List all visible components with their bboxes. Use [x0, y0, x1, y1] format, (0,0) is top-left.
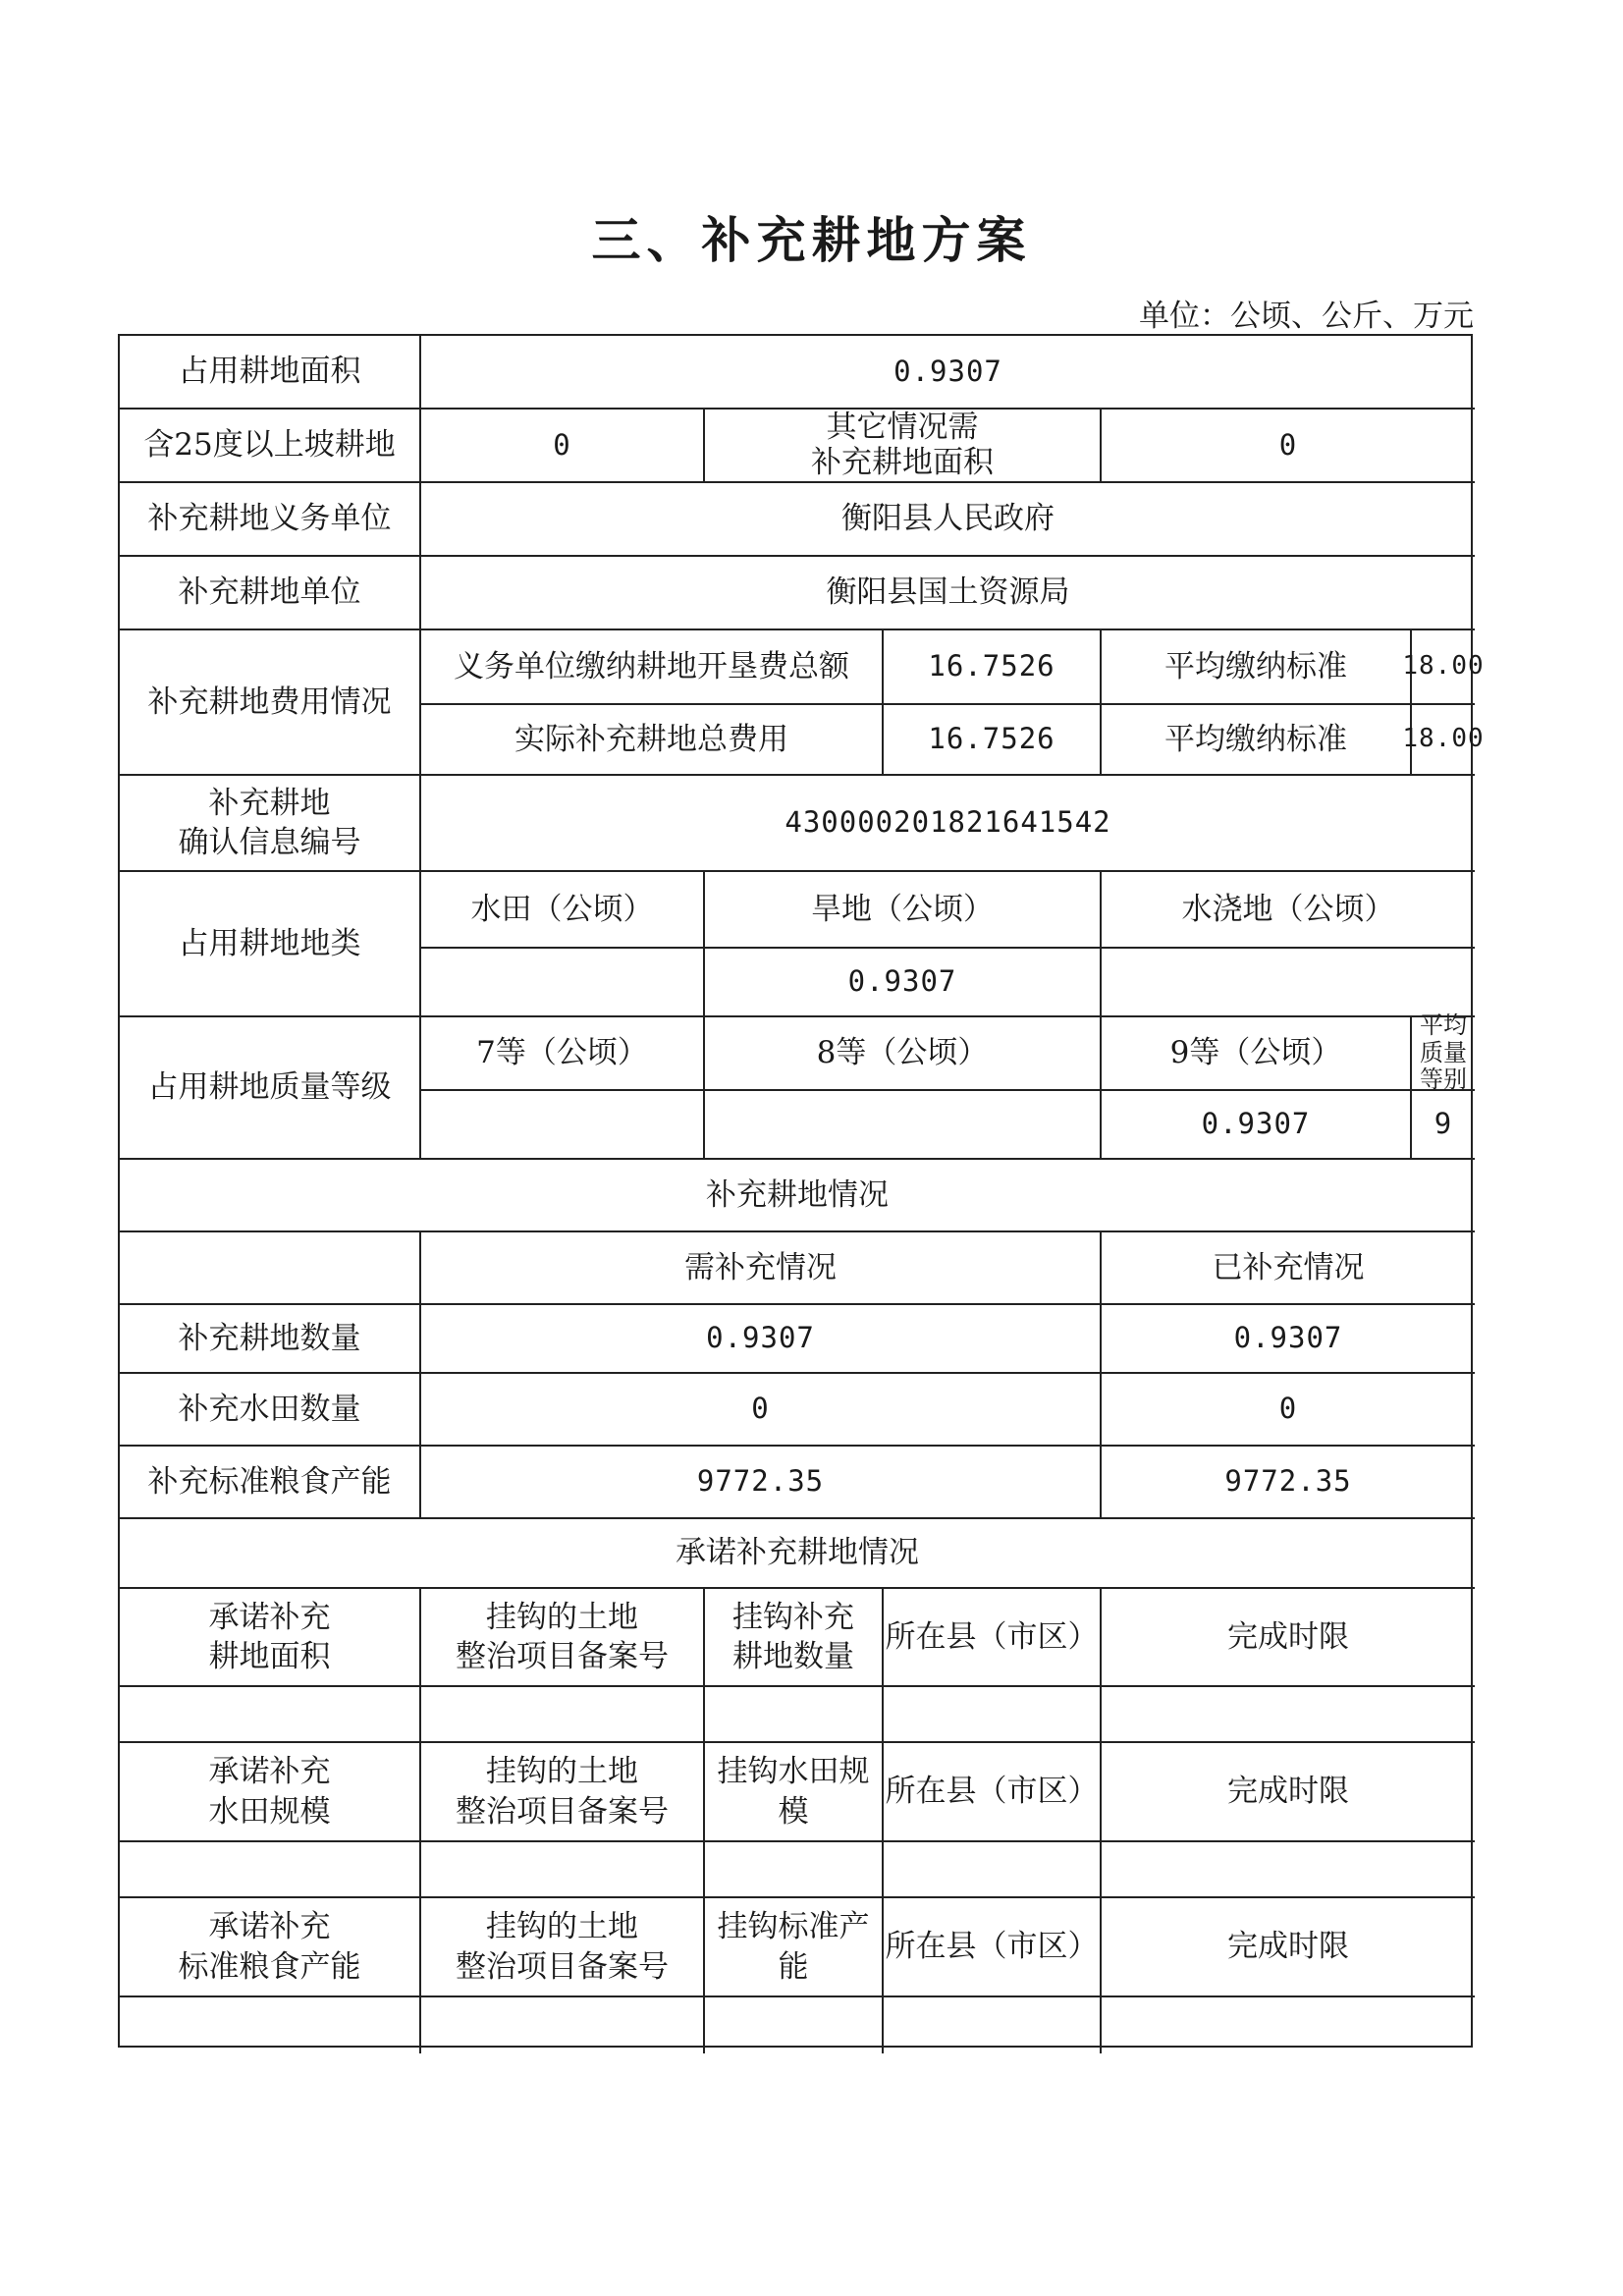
supplement-row-label: 补充水田数量: [120, 1374, 421, 1447]
unit-note: 单位：公顷、公斤、万元: [1139, 299, 1474, 334]
supplement-row-need: 0: [421, 1374, 1102, 1447]
promise-empty-cell: [705, 1997, 884, 2053]
irrigated-header: 水浇地（公顷）: [1102, 872, 1475, 949]
occupied-area-label: 占用耕地面积: [120, 336, 421, 410]
supplement-row-done: 9772.35: [1102, 1447, 1475, 1519]
occupied-area-value: 0.9307: [421, 336, 1475, 410]
confirm-no-label: 补充耕地 确认信息编号: [120, 776, 421, 872]
supplement-row-done: 0: [1102, 1374, 1475, 1447]
promise-section-title: 承诺补充耕地情况: [120, 1519, 1475, 1589]
cost-actual-std-value: 18.00: [1412, 705, 1475, 776]
other-area-value: 0: [1102, 410, 1475, 483]
promise-empty-cell: [120, 1997, 421, 2053]
promise-header-c3: 挂钩标准产能: [705, 1898, 884, 1997]
promise-header-c1: 承诺补充 耕地面积: [120, 1589, 421, 1687]
promise-header-c5: 完成时限: [1102, 1898, 1475, 1997]
cost-paid-std-label: 平均缴纳标准: [1102, 630, 1412, 705]
avg-grade-value: 9: [1412, 1091, 1475, 1160]
promise-header-c4: 所在县（市区）: [884, 1589, 1102, 1687]
slope-value: 0: [421, 410, 705, 483]
promise-header-c2: 挂钩的土地 整治项目备案号: [421, 1743, 705, 1842]
promise-header-c3: 挂钩补充 耕地数量: [705, 1589, 884, 1687]
confirm-no-value: 430000201821641542: [421, 776, 1475, 872]
cost-actual-label: 实际补充耕地总费用: [421, 705, 884, 776]
avg-grade-header: 平均质量 等别: [1412, 1017, 1475, 1091]
promise-header-c2: 挂钩的土地 整治项目备案号: [421, 1589, 705, 1687]
supply-unit-label: 补充耕地单位: [120, 557, 421, 630]
done-header: 已补充情况: [1102, 1232, 1475, 1305]
promise-empty-cell: [884, 1842, 1102, 1898]
supplement-row-label: 补充耕地数量: [120, 1305, 421, 1374]
dry-header: 旱地（公顷）: [705, 872, 1102, 949]
grade8-header: 8等（公顷）: [705, 1017, 1102, 1091]
promise-empty-cell: [1102, 1687, 1475, 1743]
promise-empty-cell: [884, 1687, 1102, 1743]
promise-header-c3: 挂钩水田规模: [705, 1743, 884, 1842]
promise-header-c5: 完成时限: [1102, 1743, 1475, 1842]
promise-empty-cell: [120, 1842, 421, 1898]
slope-label: 含25度以上坡耕地: [120, 410, 421, 483]
promise-empty-cell: [421, 1997, 705, 2053]
promise-empty-cell: [1102, 1997, 1475, 2053]
grade9-value: 0.9307: [1102, 1091, 1412, 1160]
irrigated-value: [1102, 949, 1475, 1017]
grade8-value: [705, 1091, 1102, 1160]
supplement-section-title: 补充耕地情况: [120, 1160, 1475, 1232]
promise-header-c1: 承诺补充 标准粮食产能: [120, 1898, 421, 1997]
dry-value: 0.9307: [705, 949, 1102, 1017]
grade9-header: 9等（公顷）: [1102, 1017, 1412, 1091]
promise-empty-cell: [705, 1687, 884, 1743]
cost-actual-value: 16.7526: [884, 705, 1102, 776]
need-header: 需补充情况: [421, 1232, 1102, 1305]
promise-header-c2: 挂钩的土地 整治项目备案号: [421, 1898, 705, 1997]
grade7-value: [421, 1091, 705, 1160]
land-type-label: 占用耕地地类: [120, 872, 421, 1017]
other-area-label: 其它情况需 补充耕地面积: [705, 410, 1102, 483]
obligation-unit-value: 衡阳县人民政府: [421, 483, 1475, 557]
cost-label: 补充耕地费用情况: [120, 630, 421, 776]
grade7-header: 7等（公顷）: [421, 1017, 705, 1091]
cost-paid-std-value: 18.00: [1412, 630, 1475, 705]
supply-unit-value: 衡阳县国土资源局: [421, 557, 1475, 630]
promise-empty-cell: [705, 1842, 884, 1898]
cost-paid-label: 义务单位缴纳耕地开垦费总额: [421, 630, 884, 705]
supplement-row-need: 9772.35: [421, 1447, 1102, 1519]
promise-header-c5: 完成时限: [1102, 1589, 1475, 1687]
quality-label: 占用耕地质量等级: [120, 1017, 421, 1160]
supplement-row-label: 补充标准粮食产能: [120, 1447, 421, 1519]
promise-header-c4: 所在县（市区）: [884, 1743, 1102, 1842]
obligation-unit-label: 补充耕地义务单位: [120, 483, 421, 557]
farmland-table: [118, 334, 1485, 2048]
paddy-header: 水田（公顷）: [421, 872, 705, 949]
supplement-row-done: 0.9307: [1102, 1305, 1475, 1374]
promise-empty-cell: [1102, 1842, 1475, 1898]
promise-empty-cell: [884, 1997, 1102, 2053]
promise-empty-cell: [421, 1842, 705, 1898]
promise-header-c1: 承诺补充 水田规模: [120, 1743, 421, 1842]
promise-empty-cell: [120, 1687, 421, 1743]
supplement-row-need: 0.9307: [421, 1305, 1102, 1374]
promise-header-c4: 所在县（市区）: [884, 1898, 1102, 1997]
cost-paid-value: 16.7526: [884, 630, 1102, 705]
page-title: 三、补充耕地方案: [591, 212, 1032, 269]
cost-actual-std-label: 平均缴纳标准: [1102, 705, 1412, 776]
promise-empty-cell: [421, 1687, 705, 1743]
supplement-corner: [120, 1232, 421, 1305]
paddy-value: [421, 949, 705, 1017]
